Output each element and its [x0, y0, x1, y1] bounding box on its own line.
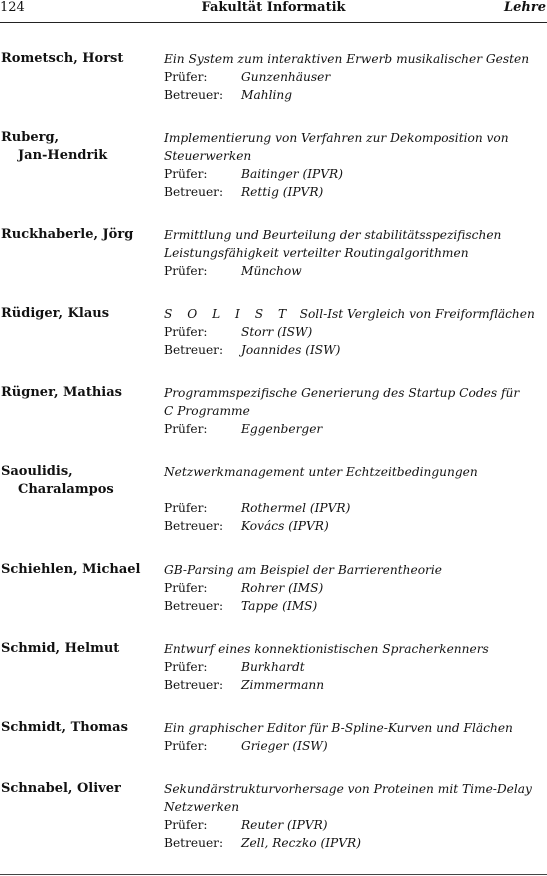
pruefer-label: Prüfer:: [164, 70, 208, 84]
pruefer-row: [164, 737, 544, 755]
pruefer-row: [164, 816, 544, 834]
thesis-details: [164, 463, 544, 535]
betreuer-value: Joannides (ISW): [241, 343, 341, 357]
thesis-title-line1: Programmspezifische Generierung des Startup Codes für: [164, 386, 520, 400]
page-header: [0, 0, 547, 23]
thesis-details: [164, 640, 544, 694]
student-name-line2: Jan-Hendrik: [18, 148, 108, 163]
betreuer-row: [164, 676, 544, 694]
betreuer-label: Betreuer:: [164, 678, 224, 692]
betreuer-row: [164, 834, 544, 852]
thesis-title-line2: Steuerwerken: [164, 149, 252, 163]
pruefer-label: Prüfer:: [164, 581, 208, 595]
pruefer-label: Prüfer:: [164, 501, 208, 515]
pruefer-label: Prüfer:: [164, 739, 208, 753]
page-number: 124: [0, 0, 25, 15]
betreuer-value: Zimmermann: [241, 678, 325, 692]
pruefer-label: Prüfer:: [164, 167, 208, 181]
thesis-details: [164, 129, 544, 201]
student-name-line1: Schmidt, Thomas: [1, 720, 128, 735]
student-name: [1, 305, 159, 323]
student-name-line2: Charalampos: [18, 482, 114, 497]
betreuer-value: Mahling: [241, 88, 293, 102]
betreuer-row: [164, 341, 544, 359]
pruefer-value: Grieger (ISW): [241, 739, 328, 753]
betreuer-label: Betreuer:: [164, 88, 224, 102]
student-name-line1: Rügner, Mathias: [1, 385, 122, 400]
thesis-title-acronym: S O L I S T: [164, 307, 292, 321]
betreuer-label: Betreuer:: [164, 836, 224, 850]
section-title: Lehre: [504, 0, 546, 15]
thesis-title-line1: Netzwerkmanagement unter Echtzeitbedingungen: [164, 465, 478, 479]
student-name-line1: Saoulidis,: [1, 464, 73, 479]
betreuer-row: [164, 183, 544, 201]
betreuer-label: Betreuer:: [164, 343, 224, 357]
betreuer-row: [164, 597, 544, 615]
betreuer-label: Betreuer:: [164, 185, 224, 199]
pruefer-label: Prüfer:: [164, 818, 208, 832]
betreuer-label: Betreuer:: [164, 519, 224, 533]
pruefer-label: Prüfer:: [164, 325, 208, 339]
thesis-details: [164, 384, 544, 438]
student-name: [1, 719, 159, 737]
thesis-title-line1: Entwurf eines konnektionistischen Spracherkenners: [164, 642, 489, 656]
pruefer-value: Storr (ISW): [241, 325, 313, 339]
pruefer-label: Prüfer:: [164, 422, 208, 436]
student-name-line1: Ruckhaberle, Jörg: [1, 227, 134, 242]
pruefer-value: Münchow: [241, 264, 302, 278]
student-name-line1: Schmid, Helmut: [1, 641, 120, 656]
pruefer-row: [164, 262, 544, 280]
pruefer-row: [164, 420, 544, 438]
thesis-title-line2: Leistungsfähigkeit verteilter Routingalgorithmen: [164, 246, 469, 260]
pruefer-value: Rohrer (IMS): [241, 581, 324, 595]
pruefer-value: Eggenberger: [241, 422, 323, 436]
pruefer-label: Prüfer:: [164, 264, 208, 278]
pruefer-value: Baitinger (IPVR): [241, 167, 343, 181]
thesis-details: [164, 50, 544, 104]
student-name: [1, 50, 159, 68]
thesis-details: [164, 226, 544, 280]
student-name: [1, 463, 159, 499]
student-name: [1, 780, 159, 798]
betreuer-value: Zell, Reczko (IPVR): [241, 836, 361, 850]
student-name-line1: Schnabel, Oliver: [1, 781, 121, 796]
student-name: [1, 226, 159, 244]
running-title: Fakultät Informatik: [201, 0, 346, 15]
thesis-title-line2: C Programme: [164, 404, 250, 418]
pruefer-value: Rothermel (IPVR): [241, 501, 351, 515]
pruefer-value: Reuter (IPVR): [241, 818, 328, 832]
betreuer-value: Tappe (IMS): [241, 599, 318, 613]
betreuer-value: Rettig (IPVR): [241, 185, 324, 199]
student-name-line1: Rometsch, Horst: [1, 51, 124, 66]
thesis-title-line2: Netzwerken: [164, 800, 240, 814]
betreuer-row: [164, 517, 544, 535]
student-name: [1, 384, 159, 402]
student-name-line1: Rüdiger, Klaus: [1, 306, 110, 321]
thesis-title-line1: Ein graphischer Editor für B-Spline-Kurven und Flächen: [164, 721, 513, 735]
student-name: [1, 129, 159, 165]
student-name-line1: Ruberg,: [1, 130, 60, 145]
student-name: [1, 640, 159, 658]
thesis-details: [164, 780, 544, 852]
thesis-title-line1: GB-Parsing am Beispiel der Barrierentheorie: [164, 563, 442, 577]
pruefer-row: [164, 165, 544, 183]
betreuer-label: Betreuer:: [164, 599, 224, 613]
student-name: [1, 561, 159, 579]
thesis-title-spacer: [164, 481, 544, 499]
pruefer-row: [164, 323, 544, 341]
thesis-details: [164, 305, 544, 359]
pruefer-row: [164, 68, 544, 86]
thesis-title-line1: [164, 305, 544, 323]
thesis-title-line1: Sekundärstrukturvorhersage von Proteinen mit Time-Delay: [164, 782, 532, 796]
pruefer-value: Gunzenhäuser: [241, 70, 331, 84]
pruefer-row: [164, 579, 544, 597]
pruefer-row: [164, 499, 544, 517]
thesis-title-line1: Implementierung von Verfahren zur Dekomposition von: [164, 131, 509, 145]
thesis-details: [164, 719, 544, 755]
thesis-details: [164, 561, 544, 615]
student-name-line1: Schiehlen, Michael: [1, 562, 141, 577]
pruefer-row: [164, 658, 544, 676]
betreuer-row: [164, 86, 544, 104]
thesis-title-text: Soll-Ist Vergleich von Freiformflächen: [299, 307, 535, 321]
pruefer-label: Prüfer:: [164, 660, 208, 674]
thesis-title-line1: Ermittlung und Beurteilung der stabilitätsspezifischen: [164, 228, 502, 242]
betreuer-value: Kovács (IPVR): [241, 519, 329, 533]
footer-rule: [0, 874, 547, 875]
pruefer-value: Burkhardt: [241, 660, 305, 674]
thesis-title-line1: Ein System zum interaktiven Erwerb musikalischer Gesten: [164, 52, 530, 66]
